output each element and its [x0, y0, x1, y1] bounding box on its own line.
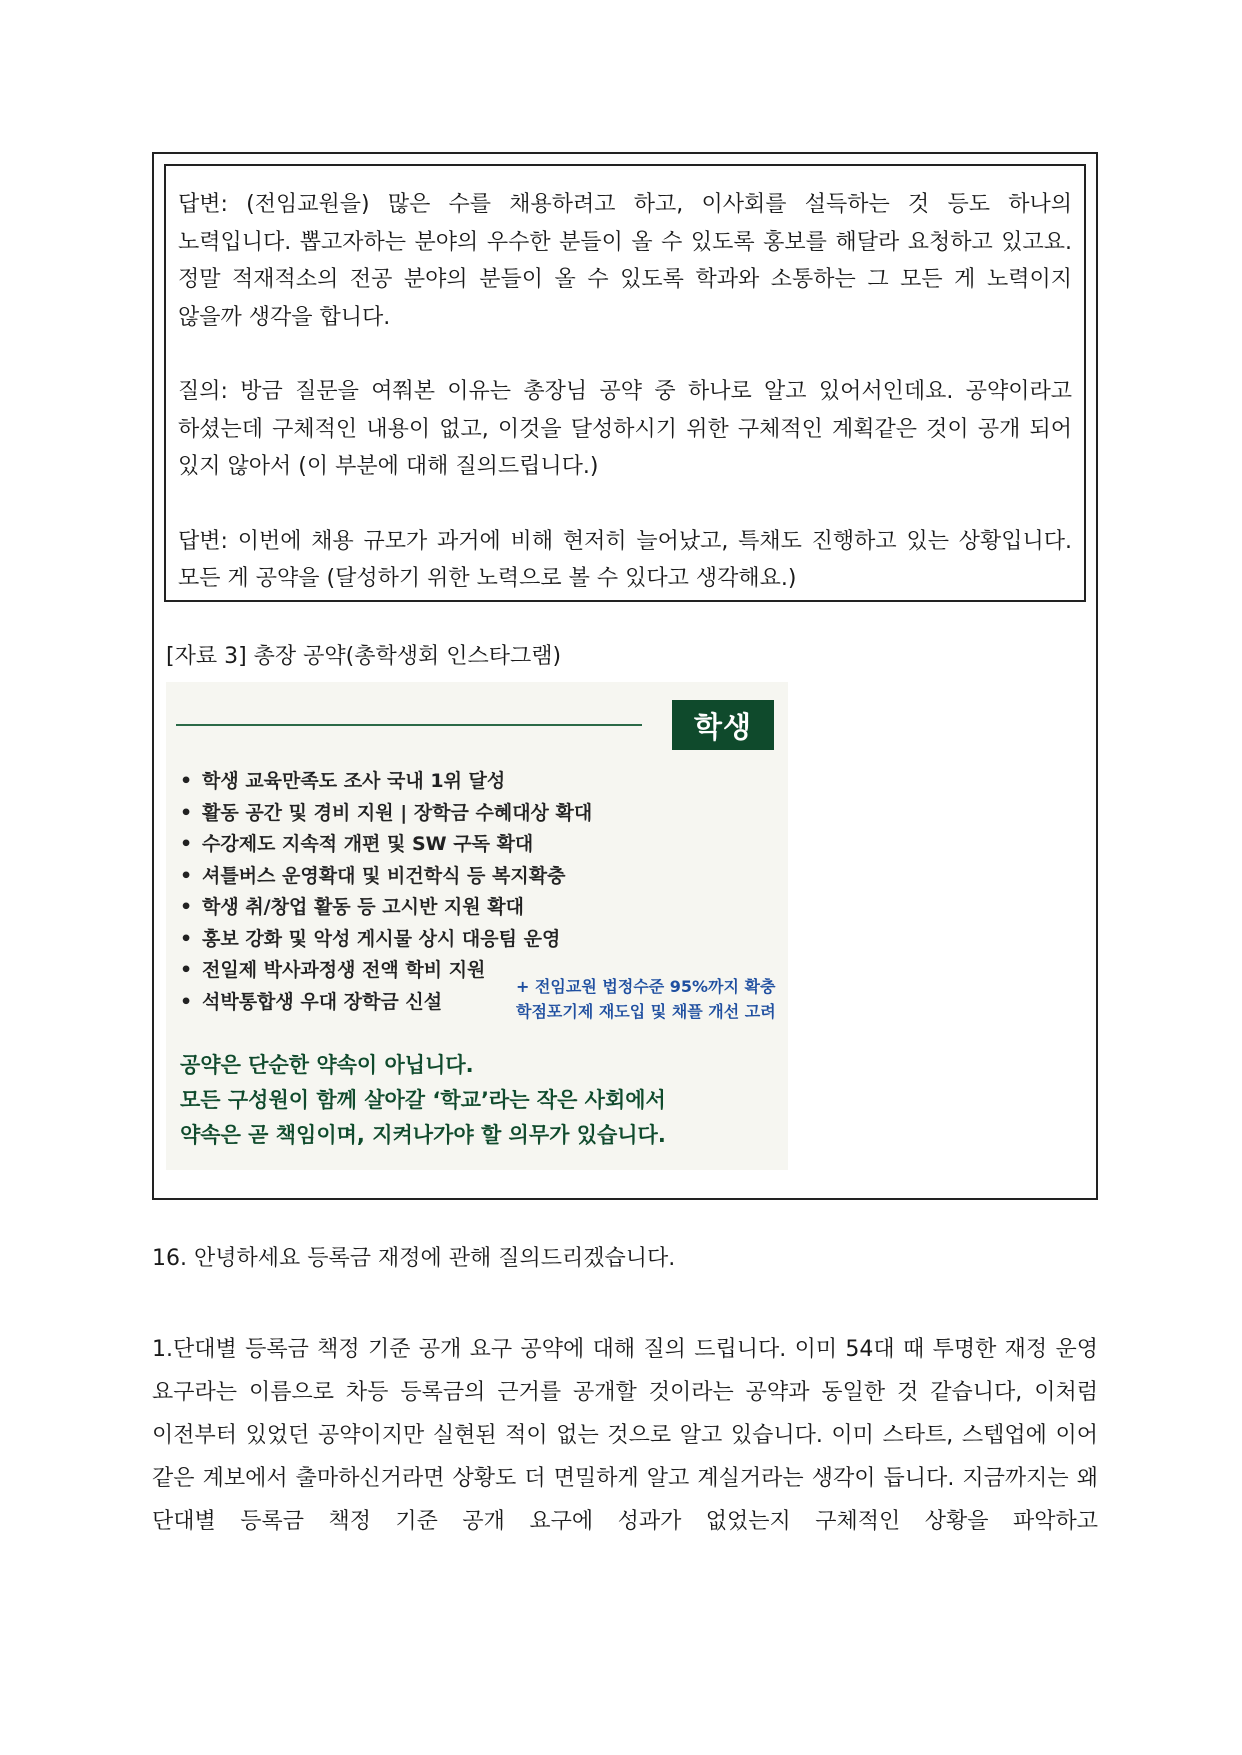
body-paragraph: 1.단대별 등록금 책정 기준 공개 요구 공약에 대해 질의 드립니다. 이미 54대 때 투명한 재정 운영 요구라는 이름으로 차등 등록금의 근거를 공개할 것이라는 공약과 동일한 것 같습니다, 이처럼 이전부터 있었던 공약이지만 실현된 적이 없는 것으로 알고 있습니다. 이미 스타트, 스텝업에 이어 같은 계보에서 출마하신거라면 상황도 더 면밀하게 알고 계실거라는 생각이 듭니다. 지금까지는 왜 단대별 등록금 책정 기준 공개 요구에 성과가 없었는지 구체적인 상황을 파악하고	[152, 1337, 1098, 1534]
question-paragraph: 질의: 방금 질문을 여쭤본 이유는 총장님 공약 중 하나로 알고 있어서인데요. 공약이라고 하셨는데 구체적인 내용이 없고, 이것을 달성하시기 위한 구체적인 계획같은 것이 공개 되어 있지 않아서 (이 부분에 대해 질의드립니다.)	[178, 379, 1072, 479]
answer-paragraph: 답변: 이번에 채용 규모가 과거에 비해 현저히 늘어났고, 특채도 진행하고 있는 상황입니다. 모든 게 공약을 (달성하기 위한 노력으로 볼 수 있다고 생각해요.)	[178, 528, 1072, 591]
poster-badge: 학생	[672, 700, 774, 750]
list-item: • 수강제도 지속적 개편 및 SW 구독 확대	[180, 829, 592, 861]
list-item: • 학생 교육만족도 조사 국내 1위 달성	[180, 766, 592, 798]
slogan-line: 공약은 단순한 약속이 아닙니다.	[180, 1053, 474, 1077]
list-item: • 석박통합생 우대 장학금 신설	[180, 987, 592, 1019]
poster-divider	[176, 724, 642, 726]
bullet-icon: •	[180, 770, 193, 792]
bullet-icon: •	[180, 927, 193, 950]
list-item: • 전일제 박사과정생 전액 학비 지원	[180, 955, 592, 987]
list-item: • 활동 공간 및 경비 지원 | 장학금 수혜대상 확대	[180, 798, 592, 830]
bullet-icon: •	[180, 864, 193, 887]
excerpt-frame	[152, 152, 1098, 1200]
list-item: • 셔틀버스 운영확대 및 비건학식 등 복지확충	[180, 861, 592, 893]
pledge-poster-image	[166, 682, 788, 1170]
bullet-icon: •	[180, 990, 193, 1013]
bullet-icon: •	[180, 801, 193, 824]
qa-transcript-box	[164, 164, 1086, 602]
note-line: + 전임교원 법정수준 95%까지 확충	[516, 977, 776, 996]
poster-slogan	[180, 1048, 666, 1153]
note-line: 학점포기제 재도입 및 채플 개선 고려	[516, 1002, 776, 1021]
poster-side-note	[516, 974, 776, 1024]
bullet-icon: •	[180, 833, 193, 855]
figure-caption: [자료 3] 총장 공약(총학생회 인스타그램)	[166, 644, 562, 669]
list-item: • 홍보 강화 및 악성 게시물 상시 대응팀 운영	[180, 924, 592, 956]
answer-paragraph: 답변: (전임교원을) 많은 수를 채용하려고 하고, 이사회를 설득하는 것 등도 하나의 노력입니다. 뽑고자하는 분야의 우수한 분들이 올 수 있도록 홍보를 해달라 요청하고 있고요. 정말 적재적소의 전공 분야의 분들이 올 수 있도록 학과와 소통하는 그 모든 게 노력이지 않을까 생각을 합니다.	[178, 192, 1072, 330]
slogan-line: 약속은 곧 책임이며, 지켜나가야 할 의무가 있습니다.	[180, 1123, 666, 1147]
bullet-icon: •	[180, 959, 193, 981]
slogan-line: 모든 구성원이 함께 살아갈 ‘학교’라는 작은 사회에서	[180, 1088, 666, 1112]
bullet-icon: •	[180, 896, 193, 918]
list-item: • 학생 취/창업 활동 등 고시반 지원 확대	[180, 892, 592, 924]
question-heading: 16. 안녕하세요 등록금 재정에 관해 질의드리겠습니다.	[152, 1246, 676, 1271]
